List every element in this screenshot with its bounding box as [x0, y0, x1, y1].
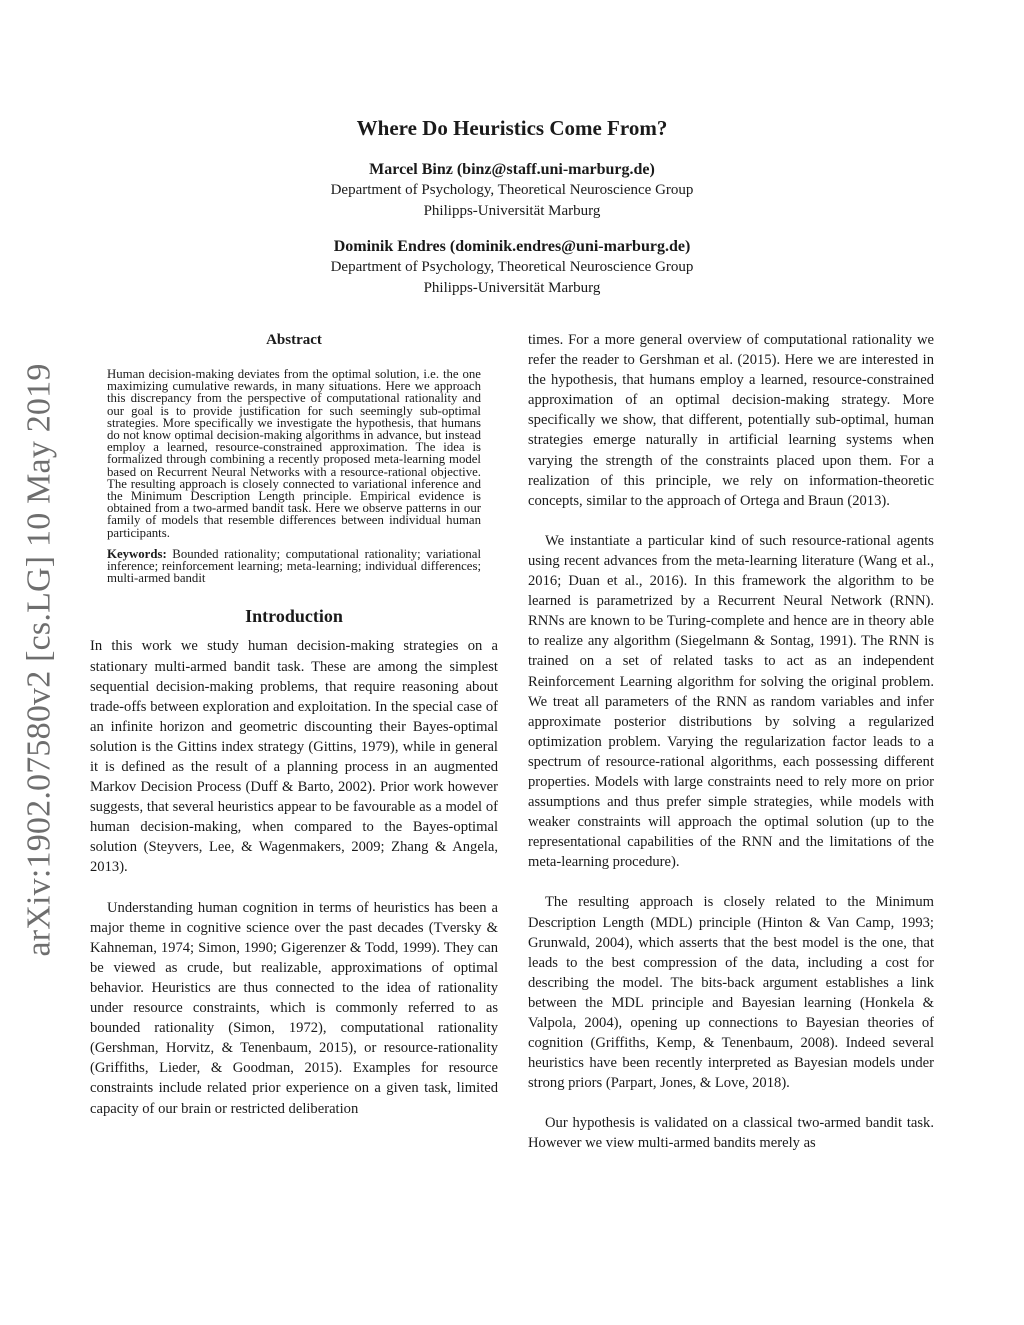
- body-paragraph-2: We instantiate a particular kind of such resource-rational agents using recent advances from the meta-learning literature (Wang et al., 2016; Duan et al., 2016). In this framework the algorithm to be learned is parametrized by a Recurrent Neural Network (RNN). RNNs are known to be Turing-complete and hence are in theory able to realize any algorithm (Siegelmann & Sontag, 1991). The RNN is trained on a set of related tasks to act as an independent Reinforcement Learning algorithm for solving the original problem. We treat all parameters of the RNN as random variables and infer approximate posterior distributions by solving a regularized optimization problem. Varying the regularization factor leads to a spectrum of resource-rational algorithms, each possessing different properties. Models with large constraints need to rely more on prior assumptions and thus prefer simple strategies, while models with weaker constraints will approach the optimal solution (up to the representational capabilities of the RNN and the limitations of the meta-learning procedure).: [528, 532, 934, 871]
- right-column: [528, 330, 934, 1154]
- intro-paragraph-2: Understanding human cognition in terms of heuristics has been a major theme in cognitive science over the past decades (Tversky & Kahneman, 1974; Simon, 1990; Gigerenzer & Todd, 1999). They can be viewed as crude, but realizable, approximations of optimal behavior. Heuristics are thus connected to the idea of rationality under resource constraints, which is commonly referred to as bounded rationality (Simon, 1972), computational rationality (Gershman, Horvitz, & Tenenbaum, 2015), or resource-rationality (Griffiths, Lieder, & Goodman, 2015). Examples for resource constraints include related prior experience on a given task, limited capacity of our brain or restricted deliberation: [90, 899, 498, 1117]
- author-department: Department of Psychology, Theoretical Neuroscience Group: [330, 182, 694, 198]
- abstract-text: Human decision-making deviates from the optimal solution, i.e. the one maximizing cumulative rewards, in many situations. Here we approach this discrepancy from the perspective of computational rationality and our goal is to provide justification for such seemingly sub-optimal strategies. More specifically we investigate the hypothesis, that humans do not know optimal decision-making algorithms in advance, but instead employ a learned, resource-constrained approximation. The idea is formalized through combining a recently proposed meta-learning model based on Recurrent Neural Networks with a resource-rational objective. The resulting approach is closely connected to variational inference and the Minimum Description Length principle. Empirical evidence is obtained from a two-armed bandit task. Here we observe patterns in our family of models that resemble differences between individual human participants.: [107, 367, 481, 540]
- left-column: [90, 332, 498, 1119]
- body-paragraph-3: The resulting approach is closely related to the Minimum Description Length (MDL) principle (Hinton & Van Camp, 1993; Grunwald, 2004), which asserts that the best model is the one, that leads to the best compression of the data, including a cost for describing the model. The bits-back argument establishes a link between the MDL principle and Bayesian learning (Honkela & Valpola, 2004), opening up connections to Bayesian theories of cognition (Griffiths, Kemp, & Tenenbaum, 2008). Indeed several heuristics have been recently interpreted as Bayesian models under strong priors (Parpart, Jones, & Love, 2018).: [528, 894, 934, 1092]
- author-institution: Philipps-Universität Marburg: [423, 203, 601, 219]
- arxiv-stamp: [20, 350, 60, 970]
- introduction-heading: Introduction: [245, 606, 343, 627]
- paper-header: [0, 116, 1024, 313]
- author-department: Department of Psychology, Theoretical Neuroscience Group: [330, 259, 694, 275]
- intro-paragraph-1: In this work we study human decision-making strategies on a stationary multi-armed bandit task. These are among the simplest sequential decision-making problems, that require reasoning about trade-offs between exploration and exploitation. In the special case of an infinite horizon and geometric discounting their Bayes-optimal solution is the Gittins index strategy (Gittins, 1979), while in general it is defined as the result of a planning process in an augmented Markov Decision Process (Duff & Barto, 2002). Prior work however suggests, that several heuristics appear to be favourable as a model of human decision-making, when compared to the Bayes-optimal solution (Steyvers, Lee, & Wagenmakers, 2009; Zhang & Angela, 2013).: [90, 638, 498, 876]
- abstract-heading: Abstract: [266, 332, 322, 348]
- author-institution: Philipps-Universität Marburg: [423, 280, 601, 296]
- body-paragraph-4: Our hypothesis is validated on a classical two-armed bandit task. However we view multi-armed bandits merely as: [528, 1115, 934, 1152]
- author-name: Dominik Endres (dominik.endres@uni-marburg.de): [333, 238, 691, 255]
- arxiv-identifier[interactable]: arXiv:1902.07580v2 [cs.LG] 10 May 2019: [21, 363, 59, 957]
- body-paragraph-1: times. For a more general overview of computational rationality we refer the reader to Gershman et al. (2015). Here we are interested in the hypothesis, that humans employ a learned, resource-constrained approximation of an optimal decision-making strategy. More specifically we show, that different, potentially sub-optimal, human strategies emerge naturally in artificial learning systems when varying the strength of the constraints placed upon them. For a realization of this principle, we rely on information-theoretic concepts, similar to the approach of Ortega and Braun (2013).: [528, 332, 934, 509]
- author-name: Marcel Binz (binz@staff.uni-marburg.de): [369, 161, 655, 178]
- author-block-2: [0, 236, 1024, 299]
- author-block-1: [0, 159, 1024, 222]
- keywords-list: Bounded rationality; computational rationality; variational inference; reinforcement learning; meta-learning; individual differences; multi-armed bandit: [107, 546, 481, 586]
- keywords-label: Keywords:: [107, 546, 167, 561]
- keywords: [90, 548, 498, 585]
- paper-title: Where Do Heuristics Come From?: [356, 116, 668, 140]
